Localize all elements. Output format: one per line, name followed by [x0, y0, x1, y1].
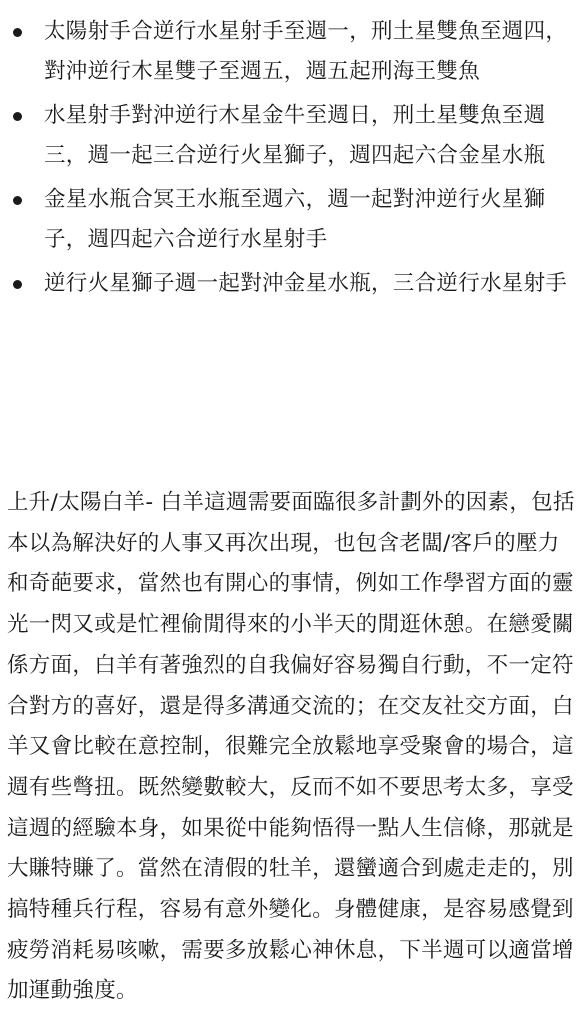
bullet-item	[0, 12, 583, 92]
bullet-dot-icon	[13, 112, 22, 121]
bullet-text: 逆行火星獅子週一起對沖金星水瓶，三合逆行水星射手	[44, 271, 568, 296]
horoscope-paragraph: 上升/太陽白羊- 白羊這週需要面臨很多計劃外的因素，包括本以為解決好的人事又再次出現，也包含老闆/客戶的壓力和奇葩要求，當然也有開心的事情，例如工作學習方面的靈光一閃又或是忙裡偷閒得來的小半天的閒逛休憩。在戀愛關係方面，白羊有著強烈的自我偏好容易獨自行動，不一定符合對方的喜好，還是得多溝通交流的；在交友社交方面，白羊又會比較在意控制，很難完全放鬆地享受聚會的場合，這週有些彆扭。既然變數較大，反而不如不要思考太多，享受這週的經驗本身，如果從中能夠悟得一點人生信條，那就是大賺特賺了。當然在清假的牡羊，還蠻適合到處走走的，別搞特種兵行程，容易有意外變化。身體健康，是容易感覺到疲勞消耗易咳嗽，需要多放鬆心神休息，下半週可以適當增加運動強度。	[7, 490, 575, 1004]
bullet-item	[0, 96, 583, 176]
bullet-dot-icon	[13, 196, 22, 205]
bullet-text: 太陽射手合逆行水星射手至週一，刑土星雙魚至週四，對沖逆行木星雙子至週五，週五起刑海王雙魚	[44, 19, 568, 84]
bullet-item	[0, 264, 583, 304]
bullet-dot-icon	[13, 280, 22, 289]
bullet-item	[0, 180, 583, 260]
transit-bullet-list	[0, 12, 583, 308]
bullet-text: 水星射手對沖逆行木星金牛至週日，刑土星雙魚至週三，週一起三合逆行火星獅子，週四起六合金星水瓶	[44, 103, 546, 168]
bullet-text: 金星水瓶合冥王水瓶至週六，週一起對沖逆行火星獅子，週四起六合逆行水星射手	[44, 187, 546, 252]
bullet-dot-icon	[13, 28, 22, 37]
